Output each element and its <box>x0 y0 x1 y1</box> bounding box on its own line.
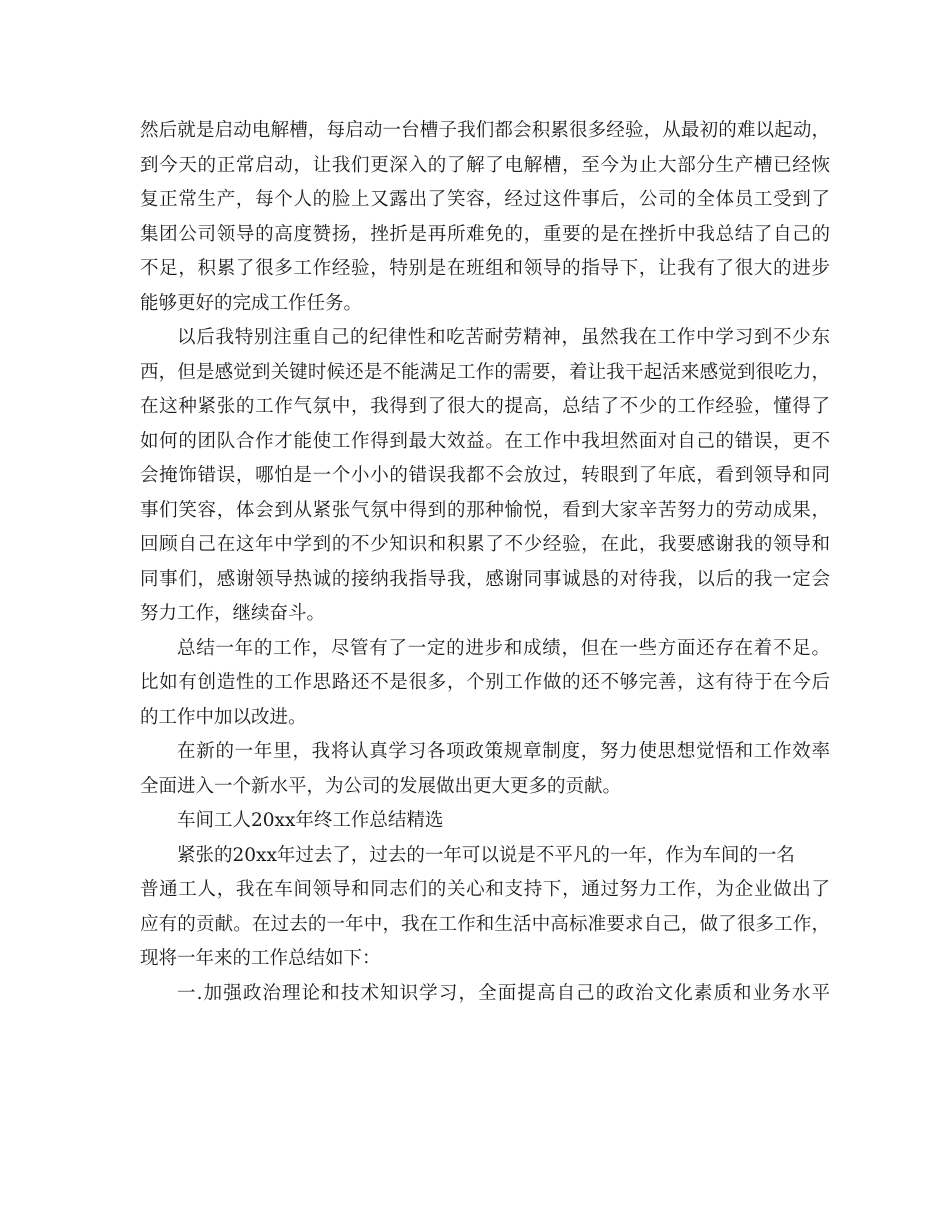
text-line: 在新的一年里，我将认真学习各项政策规章制度，努力使思想觉悟和工作效率 <box>177 741 830 762</box>
text-line: 到今天的正常启动，让我们更深入的了解了电解槽，至今为止大部分生产槽已经恢 <box>140 154 830 176</box>
text-line: 比如有创造性的工作思路还不是很多，个别工作做的还不够完善，这有待于在今后 <box>140 672 830 693</box>
text-line: 同事们，感谢领导热诚的接纳我指导我，感谢同事诚恳的对待我，以后的我一定会 <box>140 568 830 590</box>
text-line: 的工作中加以改进。 <box>140 706 307 728</box>
text-line: 事们笑容，体会到从紧张气氛中得到的那种愉悦，看到大家辛苦努力的劳动成果， <box>140 499 830 521</box>
text-line: 复正常生产，每个人的脸上又露出了笑容，经过这件事后，公司的全体员工受到了 <box>140 189 830 210</box>
text-line: 紧张的20xx年过去了，过去的一年可以说是不平凡的一年，作为车间的一名 <box>177 844 795 866</box>
text-line: 普通工人，我在车间领导和同志们的关心和支持下，通过努力工作，为企业做出了 <box>140 879 830 900</box>
document-body <box>140 114 830 1011</box>
text-line: 以后我特别注重自己的纪律性和吃苦耐劳精神，虽然我在工作中学习到不少东 <box>177 327 830 348</box>
text-line: 不足，积累了很多工作经验，特别是在班组和领导的指导下，让我有了很大的进步 <box>140 258 830 279</box>
text-line: 一.加强政治理论和技术知识学习，全面提高自己的政治文化素质和业务水平 <box>177 982 830 1004</box>
text-line: 车间工人20xx年终工作总结精选 <box>177 810 444 831</box>
text-line: 如何的团队合作才能使工作得到最大效益。在工作中我坦然面对自己的错误，更不 <box>140 430 830 452</box>
text-line: 集团公司领导的高度赞扬，挫折是再所难免的，重要的是在挫折中我总结了自己的 <box>140 223 830 245</box>
text-line: 现将一年来的工作总结如下： <box>140 948 381 969</box>
text-line: 在这种紧张的工作气氛中，我得到了很大的提高，总结了不少的工作经验，懂得了 <box>140 396 830 417</box>
text-line: 全面进入一个新水平，为公司的发展做出更大更多的贡献。 <box>140 775 622 797</box>
text-line: 然后就是启动电解槽，每启动一台槽子我们都会积累很多经验，从最初的难以起动， <box>140 120 830 141</box>
text-line: 应有的贡献。在过去的一年中，我在工作和生活中高标准要求自己，做了很多工作， <box>140 913 830 935</box>
text-line: 回顾自己在这年中学到的不少知识和积累了不少经验，在此，我要感谢我的领导和 <box>140 534 830 555</box>
text-line: 总结一年的工作，尽管有了一定的进步和成绩，但在一些方面还存在着不足。 <box>177 637 830 659</box>
text-line: 努力工作，继续奋斗。 <box>140 603 326 624</box>
text-line: 能够更好的完成工作任务。 <box>140 292 363 314</box>
text-line: 会掩饰错误，哪怕是一个小小的错误我都不会放过，转眼到了年底，看到领导和同 <box>140 465 830 486</box>
text-line: 西，但是感觉到关键时候还是不能满足工作的需要，着让我干起活来感觉到很吃力， <box>140 361 830 383</box>
